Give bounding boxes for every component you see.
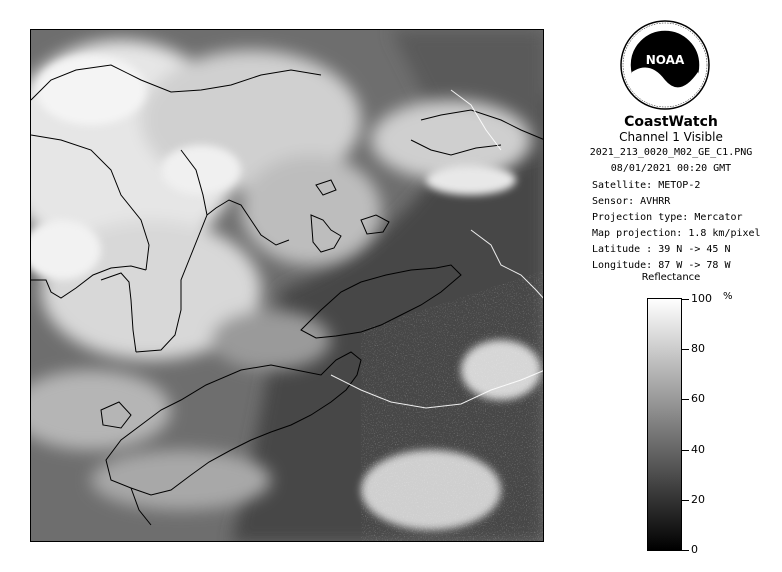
colorbar-tick-label: 80	[691, 342, 705, 355]
satellite-image	[30, 29, 544, 542]
map-projection-info: Map projection: 1.8 km/pixel	[592, 228, 761, 239]
colorbar-tick-label: 20	[691, 493, 705, 506]
colorbar-tick	[681, 500, 689, 501]
reflectance-image	[31, 30, 544, 542]
colorbar-tick-label: 40	[691, 443, 705, 456]
acquisition-datetime: 08/01/2021 00:20 GMT	[610, 163, 732, 174]
logo-text: NOAA	[645, 53, 685, 67]
reflectance-colorbar	[647, 298, 682, 551]
colorbar-tick	[681, 450, 689, 451]
sensor-info: Sensor: AVHRR	[592, 196, 671, 207]
colorbar-tick	[681, 550, 689, 551]
colorbar-unit: %	[723, 291, 733, 302]
noaa-logo	[620, 20, 710, 110]
colorbar-tick	[681, 349, 689, 350]
satellite-info: Satellite: METOP-2	[592, 180, 701, 191]
info-panel	[560, 10, 782, 570]
projection-type-info: Projection type: Mercator	[592, 212, 743, 223]
longitude-range-info: Longitude: 87 W -> 78 W	[592, 260, 731, 271]
colorbar-tick-label: 0	[691, 543, 698, 556]
colorbar-title: Reflectance	[641, 272, 701, 283]
colorbar-tick	[681, 399, 689, 400]
latitude-range-info: Latitude : 39 N -> 45 N	[592, 244, 731, 255]
channel-label: Channel 1 Visible	[619, 130, 723, 144]
colorbar-tick-label: 60	[691, 392, 705, 405]
colorbar-tick	[681, 299, 689, 300]
colorbar-tick-label: 100	[691, 292, 712, 305]
app-title: CoastWatch	[624, 114, 718, 130]
image-filename: 2021_213_0020_M02_GE_C1.PNG	[589, 147, 753, 158]
